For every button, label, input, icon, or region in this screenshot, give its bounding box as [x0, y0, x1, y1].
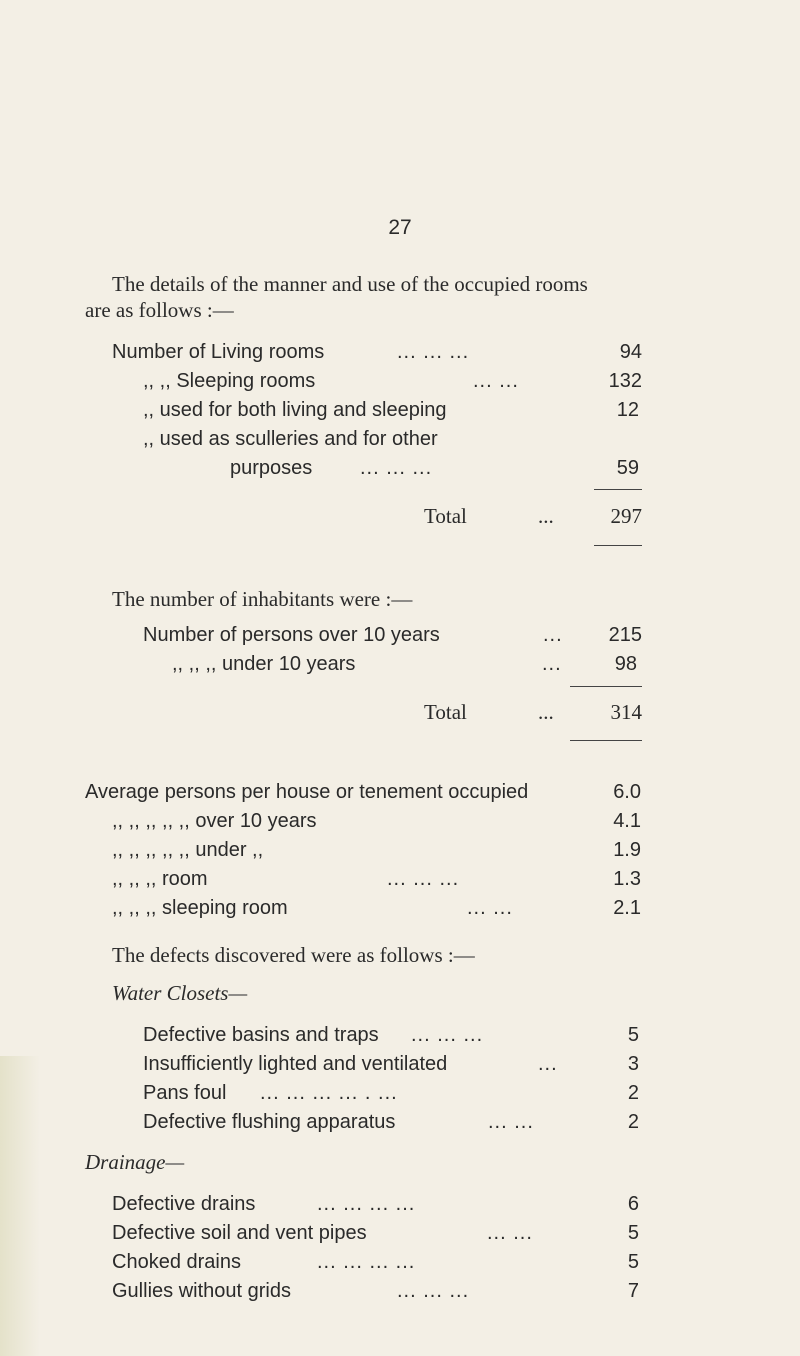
- row-leader: ... ...: [473, 370, 519, 392]
- row-value: 98: [614, 653, 637, 675]
- row-label: Defective flushing apparatus: [143, 1111, 396, 1133]
- row-value: 2.1: [613, 897, 641, 919]
- row-label: ,, ,, ,, sleeping room: [112, 897, 288, 919]
- row-value: 2: [627, 1111, 639, 1133]
- row-label: purposes: [230, 457, 313, 479]
- row-value: 132: [608, 370, 642, 392]
- row-leader: ... ... ...: [397, 341, 470, 363]
- row-label: Insufficiently lighted and ventilated: [143, 1053, 448, 1075]
- total-rule: [594, 545, 642, 546]
- drainage-row-gullies: [112, 1276, 639, 1306]
- subtotal-rule: [570, 686, 642, 687]
- average-row-over: [112, 806, 641, 836]
- wc-row-lighted: [143, 1049, 639, 1079]
- row-value: 6: [627, 1193, 639, 1215]
- rooms-row-both: [143, 395, 639, 425]
- inhabitants-total-leader: ...: [538, 700, 554, 724]
- row-value: 5: [627, 1251, 639, 1273]
- rooms-total-label: Total: [424, 504, 467, 528]
- row-label: ,, ,, ,, ,, ,, under ,,: [112, 839, 264, 861]
- drainage-row-drains: [112, 1189, 639, 1219]
- row-label: ,, ,, ,, under 10 years: [172, 653, 356, 675]
- drainage-row-pipes: [112, 1218, 639, 1248]
- row-label: ,, used for both living and sleeping: [143, 399, 447, 421]
- intro-line-1: The details of the manner and use of the occupied rooms: [112, 272, 588, 296]
- row-label: Gullies without grids: [112, 1280, 291, 1302]
- row-label: Average persons per house or tenement occupied: [85, 781, 529, 803]
- drainage-row-choked: [112, 1247, 639, 1277]
- row-label: ,, used as sculleries and for other: [143, 428, 438, 450]
- rooms-row-purposes: [230, 453, 639, 483]
- row-label: Defective soil and vent pipes: [112, 1222, 367, 1244]
- row-value: 59: [616, 457, 639, 479]
- inhabitants-row-under: [172, 649, 637, 679]
- row-label: Defective basins and traps: [143, 1024, 379, 1046]
- wc-row-basins: [143, 1020, 639, 1050]
- rooms-row-sleeping: [143, 366, 642, 396]
- row-label: Defective drains: [112, 1193, 256, 1215]
- row-value: 3: [627, 1053, 639, 1075]
- row-value: 94: [619, 341, 642, 363]
- row-value: 215: [608, 624, 642, 646]
- row-label: ,, ,, Sleeping rooms: [143, 370, 316, 392]
- row-leader: ... ... ... ...: [317, 1251, 416, 1273]
- row-leader: ...: [542, 653, 562, 675]
- row-label: Choked drains: [112, 1251, 241, 1273]
- row-leader: ... ... ...: [411, 1024, 484, 1046]
- wc-row-pans: [143, 1078, 639, 1108]
- row-leader: ...: [538, 1053, 558, 1075]
- row-value: 5: [627, 1222, 639, 1244]
- inhabitants-total-value: 314: [610, 700, 642, 724]
- paper-edge-shading: [0, 1056, 40, 1356]
- average-row-room: [112, 864, 641, 894]
- row-leader: ... ...: [488, 1111, 534, 1133]
- row-leader: ... ... ...: [387, 868, 460, 890]
- row-value: 7: [627, 1280, 639, 1302]
- rooms-row-living: [112, 337, 642, 367]
- row-leader: ... ... ...: [360, 457, 433, 479]
- wc-row-flushing: [143, 1107, 639, 1137]
- row-value: 4.1: [613, 810, 641, 832]
- row-label: Number of Living rooms: [112, 341, 325, 363]
- rooms-total-value: 297: [610, 504, 642, 528]
- average-row-under: [112, 835, 641, 865]
- page-number: 27: [388, 216, 412, 239]
- row-leader: ... ... ...: [397, 1280, 470, 1302]
- intro-line-2: are as follows :—: [85, 298, 234, 322]
- row-leader: ... ...: [487, 1222, 533, 1244]
- row-label: ,, ,, ,, room: [112, 868, 208, 890]
- row-value: 5: [627, 1024, 639, 1046]
- inhabitants-total-label: Total: [424, 700, 467, 724]
- average-row-sleeping: [112, 893, 641, 923]
- water-closets-heading: Water Closets—: [112, 981, 248, 1005]
- total-rule: [570, 740, 642, 741]
- average-row-house: [85, 777, 641, 807]
- row-label: ,, ,, ,, ,, ,, over 10 years: [112, 810, 317, 832]
- subtotal-rule: [594, 489, 642, 490]
- row-value: 1.3: [613, 868, 641, 890]
- inhabitants-row-over: [143, 620, 642, 650]
- rooms-total-leader: ...: [538, 504, 554, 528]
- row-leader: ...: [543, 624, 563, 646]
- row-value: 1.9: [613, 839, 641, 861]
- row-leader: ... ... ... ... . ...: [260, 1082, 398, 1104]
- row-leader: ... ... ... ...: [317, 1193, 416, 1215]
- row-label: Number of persons over 10 years: [143, 624, 440, 646]
- row-value: 2: [627, 1082, 639, 1104]
- row-value: 12: [616, 399, 639, 421]
- row-value: 6.0: [613, 781, 641, 803]
- row-label: Pans foul: [143, 1082, 227, 1104]
- inhabitants-heading: The number of inhabitants were :—: [112, 587, 413, 611]
- drainage-heading: Drainage—: [85, 1150, 185, 1174]
- rooms-row-sculleries: [143, 424, 639, 454]
- defects-heading: The defects discovered were as follows :—: [112, 943, 475, 967]
- row-leader: ... ...: [467, 897, 513, 919]
